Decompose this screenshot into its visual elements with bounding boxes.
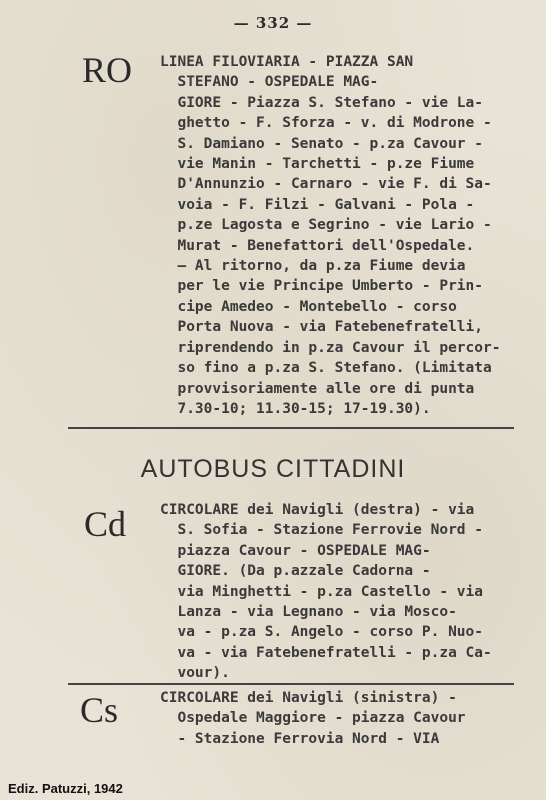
entry-line: vour).: [160, 665, 230, 682]
entry-line: per le vie Principe Umberto - Prin-: [160, 278, 484, 295]
entry-line: provvisoriamente alle ore di punta: [160, 380, 475, 397]
entry-line: piazza Cavour - OSPEDALE MAG-: [160, 542, 431, 559]
route-code-cs: Cs: [80, 690, 119, 730]
entry-line: via Minghetti - p.za Castello - via: [160, 583, 484, 600]
route-entry-ro: [160, 52, 500, 419]
route-entry-cd: [160, 500, 492, 684]
entry-line: va - p.za S. Angelo - corso P. Nuo-: [160, 624, 484, 641]
entry-line: p.ze Lagosta e Segrino - vie Lario -: [160, 217, 492, 234]
route-entry-cs: [160, 688, 466, 749]
route-code-cd: Cd: [84, 504, 127, 544]
entry-line: Lanza - via Legnano - via Mosco-: [160, 604, 457, 621]
entry-line: — Al ritorno, da p.za Fiume devia: [160, 258, 466, 275]
section-title: AUTOBUS CITTADINI: [140, 455, 406, 483]
entry-line: va - via Fatebenefratelli - p.za Ca-: [160, 644, 492, 661]
section-divider: [68, 427, 514, 429]
entry-line: cipe Amedeo - Montebello - corso: [160, 298, 457, 315]
entry-line: LINEA FILOVIARIA - PIAZZA SAN: [160, 54, 414, 70]
entry-line: vie Manin - Tarchetti - p.ze Fiume: [160, 156, 475, 173]
entry-line: S. Damiano - Senato - p.za Cavour -: [160, 135, 484, 152]
entry-line: CIRCOLARE dei Navigli (destra) - via: [160, 502, 475, 518]
entry-line: riprendendo in p.za Cavour il percor-: [160, 339, 501, 356]
entry-line: Murat - Benefattori dell'Ospedale.: [160, 237, 475, 254]
entry-line: D'Annunzio - Carnaro - vie F. di Sa-: [160, 176, 492, 193]
entry-line: Ospedale Maggiore - piazza Cavour: [160, 710, 466, 727]
entry-line: so fino a p.za S. Stefano. (Limitata: [160, 360, 492, 377]
entry-line: GIORE - Piazza S. Stefano - vie La-: [160, 94, 484, 111]
entry-line: CIRCOLARE dei Navigli (sinistra) -: [160, 690, 457, 706]
entry-line: - Stazione Ferrovia Nord - VIA: [160, 730, 440, 747]
entry-line: GIORE. (Da p.azzale Cadorna -: [160, 563, 431, 580]
entry-line: 7.30-10; 11.30-15; 17-19.30).: [160, 400, 431, 417]
page-number: — 332 —: [233, 14, 313, 32]
route-code-ro: RO: [82, 50, 133, 90]
entry-line: Porta Nuova - via Fatebenefratelli,: [160, 319, 484, 336]
entry-line: S. Sofia - Stazione Ferrovie Nord -: [160, 522, 484, 539]
entry-divider: [68, 683, 514, 685]
edition-credit: Ediz. Patuzzi, 1942: [8, 781, 123, 796]
entry-line: ghetto - F. Sforza - v. di Modrone -: [160, 115, 492, 132]
entry-line: voia - F. Filzi - Galvani - Pola -: [160, 196, 475, 213]
entry-line: STEFANO - OSPEDALE MAG-: [160, 74, 379, 91]
